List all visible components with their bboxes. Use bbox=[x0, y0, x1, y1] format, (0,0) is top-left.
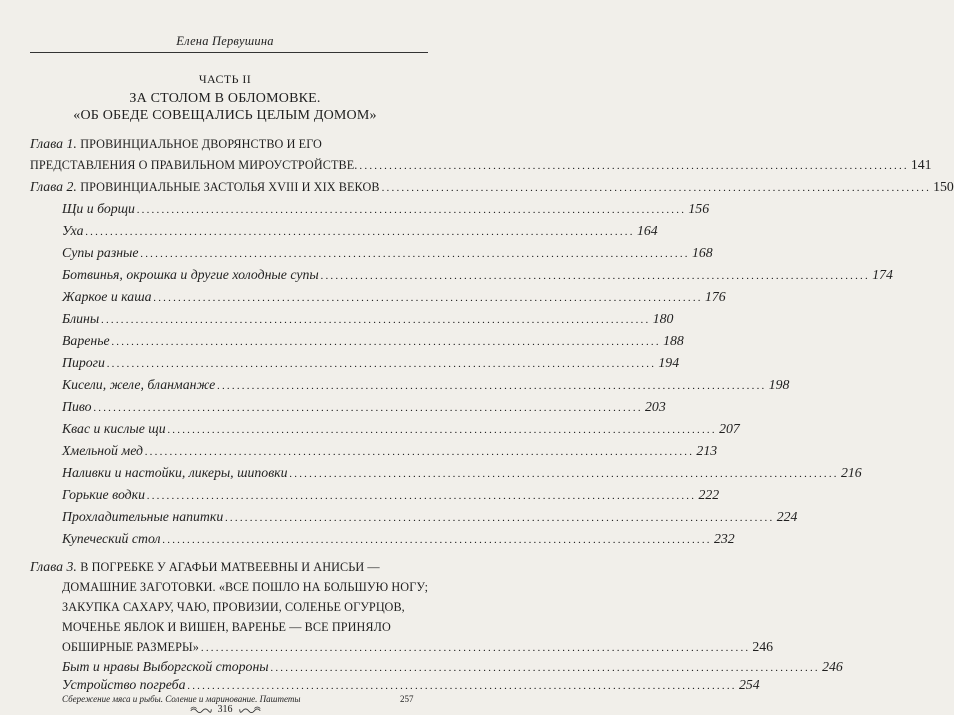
section-page: 213 bbox=[696, 443, 718, 458]
part-title-line1: ЗА СТОЛОМ В ОБЛОМОВКЕ. bbox=[129, 91, 321, 106]
ornament-left-icon bbox=[190, 706, 212, 714]
section-title: Хмельной мед bbox=[62, 443, 143, 458]
dot-leader: ............................................................................................................... bbox=[162, 534, 712, 546]
section-page: 176 bbox=[704, 289, 726, 304]
toc-entry-chapter-1[interactable] bbox=[30, 155, 932, 175]
chapter-2-title: ПРОВИНЦИАЛЬНЫЕ ЗАСТОЛЬЯ XVIII И XIX ВЕКОВ bbox=[80, 180, 380, 194]
page-number: 316 bbox=[217, 704, 233, 715]
section-title: Устройство погреба bbox=[62, 677, 186, 692]
toc-section[interactable] bbox=[62, 463, 862, 483]
dot-leader: ............................................................................................................... bbox=[85, 226, 635, 238]
section-page: 257 bbox=[400, 694, 414, 704]
dot-leader: ............................................................................................................... bbox=[136, 204, 687, 216]
toc-section[interactable] bbox=[62, 221, 658, 241]
toc-section[interactable] bbox=[62, 676, 760, 694]
section-title: Щи и борщи bbox=[62, 201, 135, 216]
dot-leader: ............................................................................................................... bbox=[153, 292, 703, 304]
section-title: Прохладительные напитки bbox=[62, 509, 224, 524]
section-title: Варенье bbox=[62, 333, 110, 348]
dot-leader: ............................................................................................................... bbox=[167, 424, 718, 436]
section-title: Наливки и настойки, ликеры, шиповки bbox=[62, 465, 288, 480]
toc-section[interactable] bbox=[62, 397, 666, 417]
section-page: 188 bbox=[663, 333, 684, 348]
section-page: 180 bbox=[652, 311, 674, 326]
chapter-3-prefix: Глава 3. bbox=[30, 559, 77, 574]
chapter-1-heading-line1 bbox=[30, 134, 322, 154]
section-title: Быт и нравы Выборгской стороны bbox=[62, 659, 269, 674]
dot-leader: ............................................................................................................... bbox=[111, 336, 662, 348]
section-page: 232 bbox=[714, 531, 735, 546]
chapter-1-title-line1: ПРОВИНЦИАЛЬНОЕ ДВОРЯНСТВО И ЕГО bbox=[80, 137, 322, 151]
toc-section[interactable] bbox=[62, 265, 893, 285]
dot-leader: ............................................................................................................... bbox=[200, 642, 751, 654]
toc-section[interactable] bbox=[62, 529, 735, 549]
section-page: 194 bbox=[658, 355, 680, 370]
dot-leader: ............................................................................................................... bbox=[381, 182, 932, 194]
chapter-1-prefix: Глава 1. bbox=[30, 136, 77, 151]
dot-leader: ............................................................................................................... bbox=[225, 512, 775, 524]
section-title: Супы разные bbox=[62, 245, 139, 260]
section-page: 222 bbox=[698, 487, 720, 502]
section-page: 254 bbox=[738, 677, 760, 692]
section-page: 174 bbox=[872, 267, 893, 282]
chapter-3-title-line2: ДОМАШНИЕ ЗАГОТОВКИ. «ВСЕ ПОШЛО НА БОЛЬШУЮ НОГУ; bbox=[62, 580, 429, 594]
dot-leader: ............................................................................................................... bbox=[359, 160, 909, 172]
toc-section[interactable] bbox=[62, 507, 798, 527]
toc-section[interactable] bbox=[62, 309, 674, 329]
dot-leader: ............................................................................................................... bbox=[187, 680, 737, 692]
dot-leader: ............................................................................................................... bbox=[289, 468, 839, 480]
chapter-3-title-line4: МОЧЕНЬЕ ЯБЛОК И ВИШЕН, ВАРЕНЬЕ — ВСЕ ПРИНЯЛО bbox=[62, 620, 391, 634]
toc-section[interactable] bbox=[62, 353, 680, 373]
header-rule bbox=[30, 52, 428, 53]
chapter-3-title-line1: В ПОГРЕБКЕ У АГАФЬИ МАТВЕЕВНЫ И АНИСЬИ — bbox=[80, 560, 380, 574]
toc-section[interactable] bbox=[62, 485, 720, 505]
dot-leader: ............................................................................................................... bbox=[140, 248, 690, 260]
section-title: Блины bbox=[62, 311, 100, 326]
section-page: 168 bbox=[691, 245, 713, 260]
dot-leader: ............................................................................................................... bbox=[144, 446, 695, 458]
section-title: Пироги bbox=[62, 355, 105, 370]
section-title: Уха bbox=[62, 223, 84, 238]
chapter-2-page: 150 bbox=[933, 179, 954, 194]
toc-section[interactable] bbox=[62, 243, 713, 263]
toc-section[interactable] bbox=[62, 331, 684, 351]
part-label: ЧАСТЬ II bbox=[198, 72, 252, 86]
toc-section[interactable] bbox=[62, 419, 740, 439]
section-page: 216 bbox=[841, 465, 862, 480]
section-page: 246 bbox=[822, 659, 843, 674]
section-title: Кисели, желе, бланманже bbox=[62, 377, 216, 392]
ornament-right-icon bbox=[239, 706, 261, 714]
toc-section[interactable] bbox=[62, 287, 726, 307]
toc-section[interactable] bbox=[62, 375, 790, 395]
section-title: Купеческий стол bbox=[62, 531, 161, 546]
section-page: 203 bbox=[645, 399, 666, 414]
section-page: 198 bbox=[768, 377, 790, 392]
chapter-3-title-line5: ОБШИРНЫЕ РАЗМЕРЫ» bbox=[62, 640, 199, 654]
dot-leader: ............................................................................................................... bbox=[270, 662, 821, 674]
section-title: Ботвинья, окрошка и другие холодные супы bbox=[62, 267, 319, 282]
toc-entry-chapter-2[interactable] bbox=[30, 177, 954, 197]
toc-section[interactable] bbox=[62, 658, 843, 676]
chapter-3-heading-line1 bbox=[30, 557, 380, 577]
running-head-author: Елена Первушина bbox=[176, 34, 274, 48]
section-title-line1: Сбережение мяса и рыбы. Соление и маринование. Паштеты bbox=[62, 694, 301, 704]
dot-leader: ............................................................................................................... bbox=[147, 490, 697, 502]
section-title: Горькие водки bbox=[62, 487, 145, 502]
toc-entry-chapter-3[interactable] bbox=[62, 637, 774, 657]
dot-leader: ............................................................................................................... bbox=[217, 380, 767, 392]
dot-leader: ............................................................................................................... bbox=[101, 314, 651, 326]
chapter-3-title-line3: ЗАКУПКА САХАРУ, ЧАЮ, ПРОВИЗИИ, СОЛЕНЬЕ ОГУРЦОВ, bbox=[62, 600, 405, 614]
chapter-1-title-line2: ПРЕДСТАВЛЕНИЯ О ПРАВИЛЬНОМ МИРОУСТРОЙСТВЕ. bbox=[30, 158, 358, 172]
section-page: 207 bbox=[719, 421, 740, 436]
toc-section[interactable] bbox=[62, 199, 710, 219]
chapter-3-page: 246 bbox=[752, 639, 774, 654]
dot-leader: ............................................................................................................... bbox=[106, 358, 657, 370]
section-page: 224 bbox=[776, 509, 798, 524]
section-page: 156 bbox=[688, 201, 710, 216]
dot-leader: ............................................................................................................... bbox=[320, 270, 871, 282]
chapter-2-prefix: Глава 2. bbox=[30, 179, 77, 194]
chapter-1-page: 141 bbox=[910, 157, 932, 172]
toc-section[interactable] bbox=[62, 441, 718, 461]
dot-leader: ............................................................................................................... bbox=[93, 402, 644, 414]
section-title: Квас и кислые щи bbox=[62, 421, 166, 436]
section-title: Пиво bbox=[62, 399, 92, 414]
page-number-folio bbox=[0, 704, 450, 715]
part-title-line2: «ОБ ОБЕДЕ СОВЕЩАЛИСЬ ЦЕЛЫМ ДОМОМ» bbox=[73, 108, 377, 123]
section-title: Жаркое и каша bbox=[62, 289, 152, 304]
section-page: 164 bbox=[636, 223, 658, 238]
